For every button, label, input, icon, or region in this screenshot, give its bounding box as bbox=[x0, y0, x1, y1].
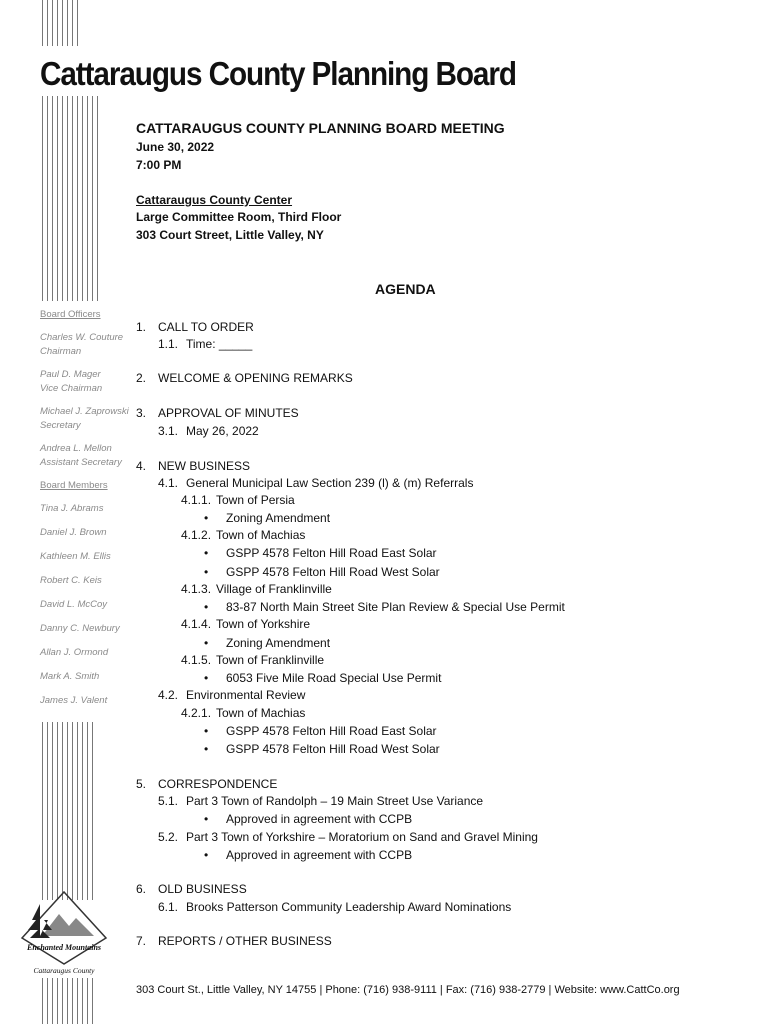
agenda-subitem: May 26, 2022 bbox=[186, 424, 259, 438]
agenda-item-number: 5. bbox=[136, 777, 147, 791]
board-member: James J. Valent bbox=[40, 695, 108, 706]
agenda-subsubitem: Town of Yorkshire bbox=[216, 617, 311, 631]
agenda-bullet: • GSPP 4578 Felton Hill Road West Solar bbox=[226, 742, 440, 756]
agenda-subsubitem-number: 4.1.2. bbox=[181, 528, 212, 542]
board-member: Danny C. Newbury bbox=[40, 623, 120, 634]
agenda-bullet: • 6053 Five Mile Road Special Use Permit bbox=[226, 671, 441, 685]
agenda-subsubitem: Town of Persia bbox=[216, 493, 295, 507]
agenda-item-number: 7. bbox=[136, 934, 147, 948]
board-member: Robert C. Keis bbox=[40, 575, 102, 586]
agenda-bullet: • 83-87 North Main Street Site Plan Review & Special Use Permit bbox=[226, 600, 565, 614]
members-heading: Board Members bbox=[40, 480, 108, 491]
agenda-subitem: Part 3 Town of Randolph – 19 Main Street Use Variance bbox=[186, 794, 484, 808]
footer-contact: 303 Court St., Little Valley, NY 14755 | Phone: (716) 938-9111 | Fax: (716) 938-2779 | Website: www.CattCo.org bbox=[136, 984, 680, 996]
agenda-subsubitem: Village of Franklinville bbox=[216, 582, 332, 596]
agenda-item: OLD BUSINESS bbox=[158, 882, 247, 896]
officer: Paul D. Mager Vice Chairman bbox=[40, 369, 103, 394]
agenda-item-number: 3. bbox=[136, 406, 147, 420]
meeting-venue: Cattaraugus County Center bbox=[136, 193, 293, 207]
agenda-title: AGENDA bbox=[375, 281, 436, 297]
logo-line2: Cattaraugus County bbox=[33, 966, 95, 975]
agenda-subsubitem: Town of Machias bbox=[216, 528, 306, 542]
agenda-item: WELCOME & OPENING REMARKS bbox=[158, 371, 353, 385]
board-member: Kathleen M. Ellis bbox=[40, 551, 111, 562]
agenda-item: NEW BUSINESS bbox=[158, 459, 251, 473]
agenda-bullet: • Approved in agreement with CCPB bbox=[226, 848, 412, 862]
agenda-item: APPROVAL OF MINUTES bbox=[158, 406, 299, 420]
meeting-room: Large Committee Room, Third Floor bbox=[136, 210, 342, 224]
officer: Andrea L. Mellon Assistant Secretary bbox=[40, 443, 122, 468]
agenda-item: REPORTS / OTHER BUSINESS bbox=[158, 934, 332, 948]
agenda-item: CALL TO ORDER bbox=[158, 320, 254, 334]
meeting-title: CATTARAUGUS COUNTY PLANNING BOARD MEETING bbox=[136, 120, 505, 136]
org-title: Cattaraugus County Planning Board bbox=[40, 55, 516, 92]
agenda-item-number: 1. bbox=[136, 320, 147, 334]
agenda-bullet: • GSPP 4578 Felton Hill Road East Solar bbox=[226, 724, 437, 738]
meeting-address: 303 Court Street, Little Valley, NY bbox=[136, 228, 324, 242]
agenda-subsubitem-number: 4.2.1. bbox=[181, 706, 212, 720]
agenda-subsubitem: Town of Franklinville bbox=[216, 653, 325, 667]
officer: Michael J. Zaprowski Secretary bbox=[40, 406, 129, 431]
agenda-subitem-number: 1.1. bbox=[158, 337, 179, 351]
meeting-time: 7:00 PM bbox=[136, 158, 182, 172]
agenda-bullet: • GSPP 4578 Felton Hill Road West Solar bbox=[226, 565, 440, 579]
agenda-subitem-number: 5.1. bbox=[158, 794, 179, 808]
agenda-subitem: Time: _____ bbox=[186, 337, 253, 351]
agenda-subsubitem-number: 4.1.4. bbox=[181, 617, 212, 631]
agenda-subsubitem-number: 4.1.5. bbox=[181, 653, 212, 667]
board-member: Daniel J. Brown bbox=[40, 527, 107, 538]
agenda-item-number: 2. bbox=[136, 371, 147, 385]
agenda-subitem: Brooks Patterson Community Leadership Award Nominations bbox=[186, 900, 512, 914]
agenda-subitem: Part 3 Town of Yorkshire – Moratorium on Sand and Gravel Mining bbox=[186, 830, 538, 844]
board-member: Mark A. Smith bbox=[40, 671, 100, 682]
meeting-date: June 30, 2022 bbox=[136, 140, 215, 154]
board-member: Allan J. Ormond bbox=[40, 647, 109, 658]
agenda-subsubitem-number: 4.1.3. bbox=[181, 582, 212, 596]
logo-line1: Enchanted Mountains bbox=[26, 943, 102, 952]
agenda-subitem-number: 4.2. bbox=[158, 688, 179, 702]
agenda-item-number: 4. bbox=[136, 459, 147, 473]
agenda-item-number: 6. bbox=[136, 882, 147, 896]
enchanted-mountains-logo bbox=[14, 880, 114, 978]
agenda-subitem-number: 5.2. bbox=[158, 830, 179, 844]
decorative-lines-bottom bbox=[42, 978, 93, 1024]
agenda-subitem-number: 3.1. bbox=[158, 424, 179, 438]
board-member: David L. McCoy bbox=[40, 599, 108, 610]
agenda-item: CORRESPONDENCE bbox=[158, 777, 278, 791]
decorative-lines-lower bbox=[42, 722, 93, 900]
agenda-bullet: • Zoning Amendment bbox=[226, 636, 330, 650]
agenda-bullet: • Zoning Amendment bbox=[226, 511, 330, 525]
officers-heading: Board Officers bbox=[40, 309, 101, 320]
board-sidebar bbox=[40, 308, 132, 718]
agenda-bullet: • GSPP 4578 Felton Hill Road East Solar bbox=[226, 546, 437, 560]
officer: Charles W. Couture Chairman bbox=[40, 332, 124, 357]
agenda-subsubitem-number: 4.1.1. bbox=[181, 493, 212, 507]
agenda-subsubitem: Town of Machias bbox=[216, 706, 306, 720]
agenda-bullet: • Approved in agreement with CCPB bbox=[226, 812, 412, 826]
decorative-lines-top bbox=[42, 0, 78, 46]
agenda-subitem-number: 6.1. bbox=[158, 900, 179, 914]
board-member: Tina J. Abrams bbox=[40, 503, 104, 514]
agenda-subitem: Environmental Review bbox=[186, 688, 306, 702]
agenda-subitem: General Municipal Law Section 239 (l) & (m) Referrals bbox=[186, 476, 474, 490]
decorative-lines-middle bbox=[42, 96, 98, 301]
agenda-subitem-number: 4.1. bbox=[158, 476, 179, 490]
